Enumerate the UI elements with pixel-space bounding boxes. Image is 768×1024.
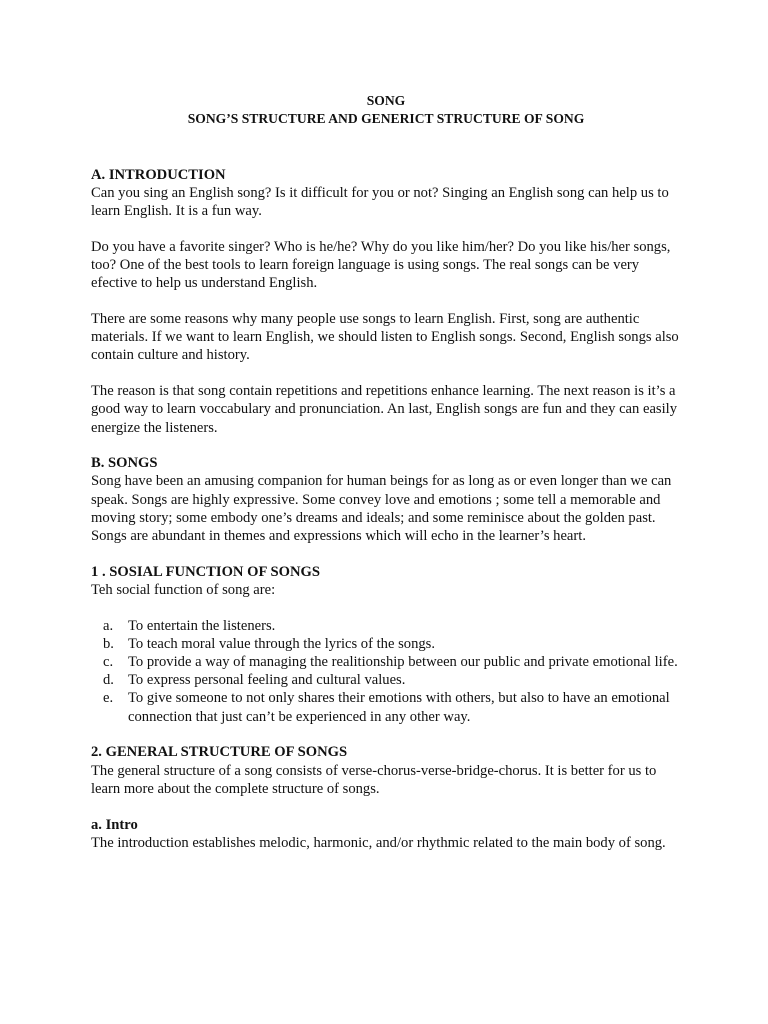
list-item-text: To give someone to not only shares their emotions with others, but also to have an emotional connection that just can’t be experienced in any other way. xyxy=(128,690,670,725)
list-item-text: To express personal feeling and cultural values. xyxy=(128,672,406,689)
list-marker: b. xyxy=(103,635,114,652)
section-heading-general-structure: 2. GENERAL STRUCTURE OF SONGS xyxy=(91,744,348,761)
document-content xyxy=(91,92,681,852)
list-item xyxy=(91,635,681,653)
section-heading-social-function: 1 . SOSIAL FUNCTION OF SONGS xyxy=(91,563,320,580)
section-heading-introduction: A. INTRODUCTION xyxy=(91,166,226,183)
list-item-text: To teach moral value through the lyrics of the songs. xyxy=(128,635,435,652)
section-heading-songs: B. SONGS xyxy=(91,455,158,472)
list-marker: a. xyxy=(103,617,114,634)
list-item-text: To provide a way of managing the realitionship between our public and private emotional life. xyxy=(128,654,678,671)
list-marker: e. xyxy=(103,690,114,707)
intro-paragraph: Do you have a favorite singer? Who is he/he? Why do you like him/her? Do you like his/her songs, too? One of the best tools to learn foreign language is using songs. The real songs can be very efective to help us understand English. xyxy=(91,238,671,292)
general-structure-paragraph: The general structure of a song consists of verse-chorus-verse-bridge-chorus. It is better for us to learn more about the complete structure of songs. xyxy=(91,762,657,797)
intro-paragraph: There are some reasons why many people use songs to learn English. First, song are authentic materials. If we want to learn English, we should listen to English songs. Second, English songs also contain culture and history. xyxy=(91,311,679,364)
list-item xyxy=(91,689,681,725)
list-item xyxy=(91,671,681,689)
document-subtitle: SONG’S STRUCTURE AND GENERICT STRUCTURE OF SONG xyxy=(187,111,585,127)
intro-paragraph: Can you sing an English song? Is it difficult for you or not? Singing an English song can help us to learn English. It is a fun way. xyxy=(91,185,669,220)
subsection-heading-intro: a. Intro xyxy=(91,816,138,833)
intro-part-paragraph: The introduction establishes melodic, harmonic, and/or rhythmic related to the main body of song. xyxy=(91,834,666,851)
list-item xyxy=(91,653,681,671)
list-marker: c. xyxy=(103,654,114,671)
songs-paragraph: Song have been an amusing companion for human beings for as long as or even longer than we can speak. Songs are highly expressive. Some convey love and emotions ; some tell a memorable and moving story; some embody one’s dreams and ideals; and some reminisce about the golden past. Songs are abundant in themes and expressions which will echo in the learner’s heart. xyxy=(91,473,672,545)
intro-paragraph: The reason is that song contain repetitions and repetitions enhance learning. The next reason is it’s a good way to learn voccabulary and pronunciation. An last, English songs are fun and they can easily energize the listeners. xyxy=(91,383,678,436)
social-function-lead: Teh social function of song are: xyxy=(91,581,276,598)
list-item xyxy=(91,617,681,635)
list-item-text: To entertain the listeners. xyxy=(128,617,276,634)
list-marker: d. xyxy=(103,672,114,689)
social-function-list xyxy=(91,617,681,726)
document-title: SONG xyxy=(366,93,406,108)
